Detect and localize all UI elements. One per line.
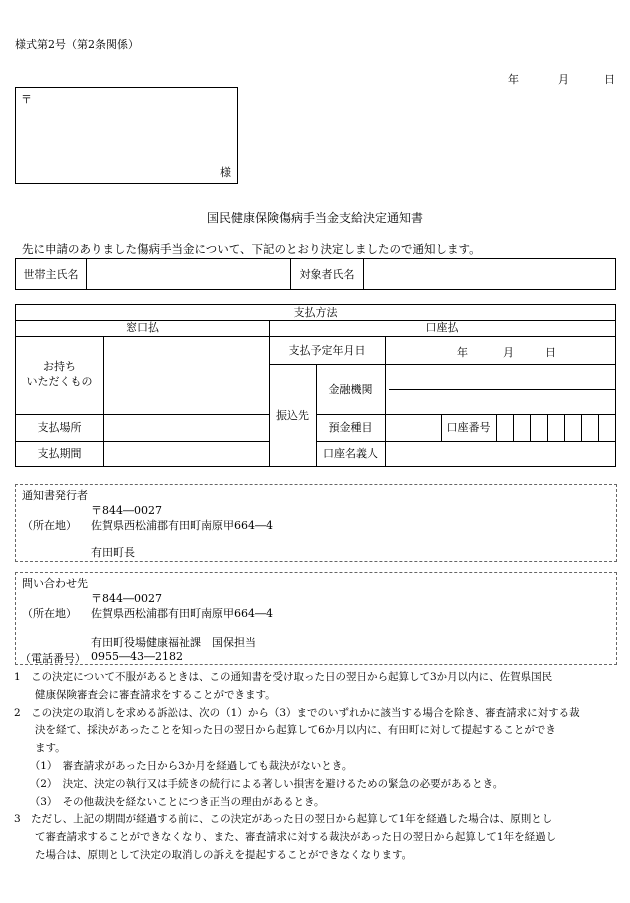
account-number-label: 口座番号 [446, 421, 491, 434]
contact-location-label: （所在地） [22, 607, 77, 620]
contact-box [15, 572, 617, 665]
payment-header: 支払方法 [293, 306, 338, 319]
contact-heading: 問い合わせ先 [22, 577, 88, 590]
document-title: 国民健康保険傷病手当金支給決定通知書 [206, 211, 423, 225]
deposit-type-label: 預金種目 [328, 421, 373, 434]
note-line: （1） 審査請求があった日から3か月を経過しても裁決がないとき。 [14, 759, 353, 772]
note-line: 2 この決定の取消しを求める訴訟は、次の（1）から（3）までのいずれかに該当する場合を除き、審査請求に対する裁 [14, 706, 580, 719]
sched-month: 月 [503, 346, 514, 359]
date-year: 年 [508, 73, 519, 86]
note-line: （3） その他裁決を経ないことにつき正当の理由があるとき。 [14, 795, 325, 808]
counter-payment: 窓口払 [126, 321, 159, 334]
contact-dept: 有田町役場健康福祉課 国保担当 [91, 636, 256, 649]
household-head-value[interactable] [87, 259, 291, 290]
phone-label: （電話番号） [20, 652, 86, 665]
date-day: 日 [604, 73, 615, 86]
names-table [15, 258, 616, 290]
issuer-location-label: （所在地） [22, 519, 77, 532]
scheduled-date-label: 支払予定年月日 [288, 344, 366, 357]
date-month: 月 [558, 73, 569, 86]
issuer-name: 有田町長 [91, 546, 135, 559]
bring-items-label: お持ち いただくもの [26, 360, 93, 388]
bank-label: 金融機関 [328, 383, 373, 396]
subject-name-value[interactable] [364, 259, 616, 290]
sched-day: 日 [545, 346, 556, 359]
issuer-box [15, 484, 617, 562]
payment-table [15, 304, 616, 467]
note-line: た場合は、原則として決定の取消しの訴えを提起することができなくなります。 [14, 848, 413, 861]
postal-mark: 〒 [21, 93, 32, 106]
account-holder-label: 口座名義人 [323, 447, 378, 460]
payment-place-label: 支払場所 [37, 421, 82, 434]
account-payment: 口座払 [425, 321, 459, 334]
contact-postal: 〒844―0027 [91, 592, 162, 605]
issuer-heading: 通知書発行者 [22, 489, 88, 502]
note-line: 3 ただし、上記の期間が経過する前に、この決定があった日の翌日から起算して1年を経過した場合は、原則とし [14, 813, 553, 826]
transfer-label: 振込先 [276, 409, 309, 422]
payment-period-label: 支払期間 [37, 447, 82, 460]
note-line: ます。 [14, 742, 66, 755]
note-line: 健康保険審査会に審査請求をすることができます。 [14, 688, 276, 701]
phone-number: 0955―43―2182 [91, 650, 183, 663]
sched-year: 年 [457, 346, 468, 359]
note-line: （2） 決定、決定の執行又は手続きの続行による著しい損害を避けるための緊急の必要があるとき。 [14, 777, 504, 790]
form-id: 様式第2号（第2条関係） [15, 38, 139, 51]
household-head-label: 世帯主氏名 [16, 259, 87, 290]
issuer-postal: 〒844―0027 [91, 504, 162, 517]
subject-name-label: 対象者氏名 [291, 259, 364, 290]
note-line: て審査請求することができなくなり、また、審査請求に対する裁決があった日の翌日から起算して1年を経過し [14, 831, 557, 844]
address-box [15, 87, 238, 184]
notes [14, 669, 580, 865]
note-line: 1 この決定について不服があるときは、この通知書を受け取った日の翌日から起算して3か月以内に、佐賀県国民 [14, 671, 553, 683]
contact-address: 佐賀県西松浦郡有田町南原甲664―4 [91, 607, 273, 620]
honorific: 様 [220, 166, 231, 179]
issuer-address: 佐賀県西松浦郡有田町南原甲664―4 [91, 519, 273, 532]
note-line: 決を経て、採決があったことを知った日の翌日から起算して6か月以内に、有田町に対して提起することができ [14, 724, 556, 737]
intro-text: 先に申請のありました傷病手当金について、下記のとおり決定しましたので通知します。 [22, 242, 481, 256]
